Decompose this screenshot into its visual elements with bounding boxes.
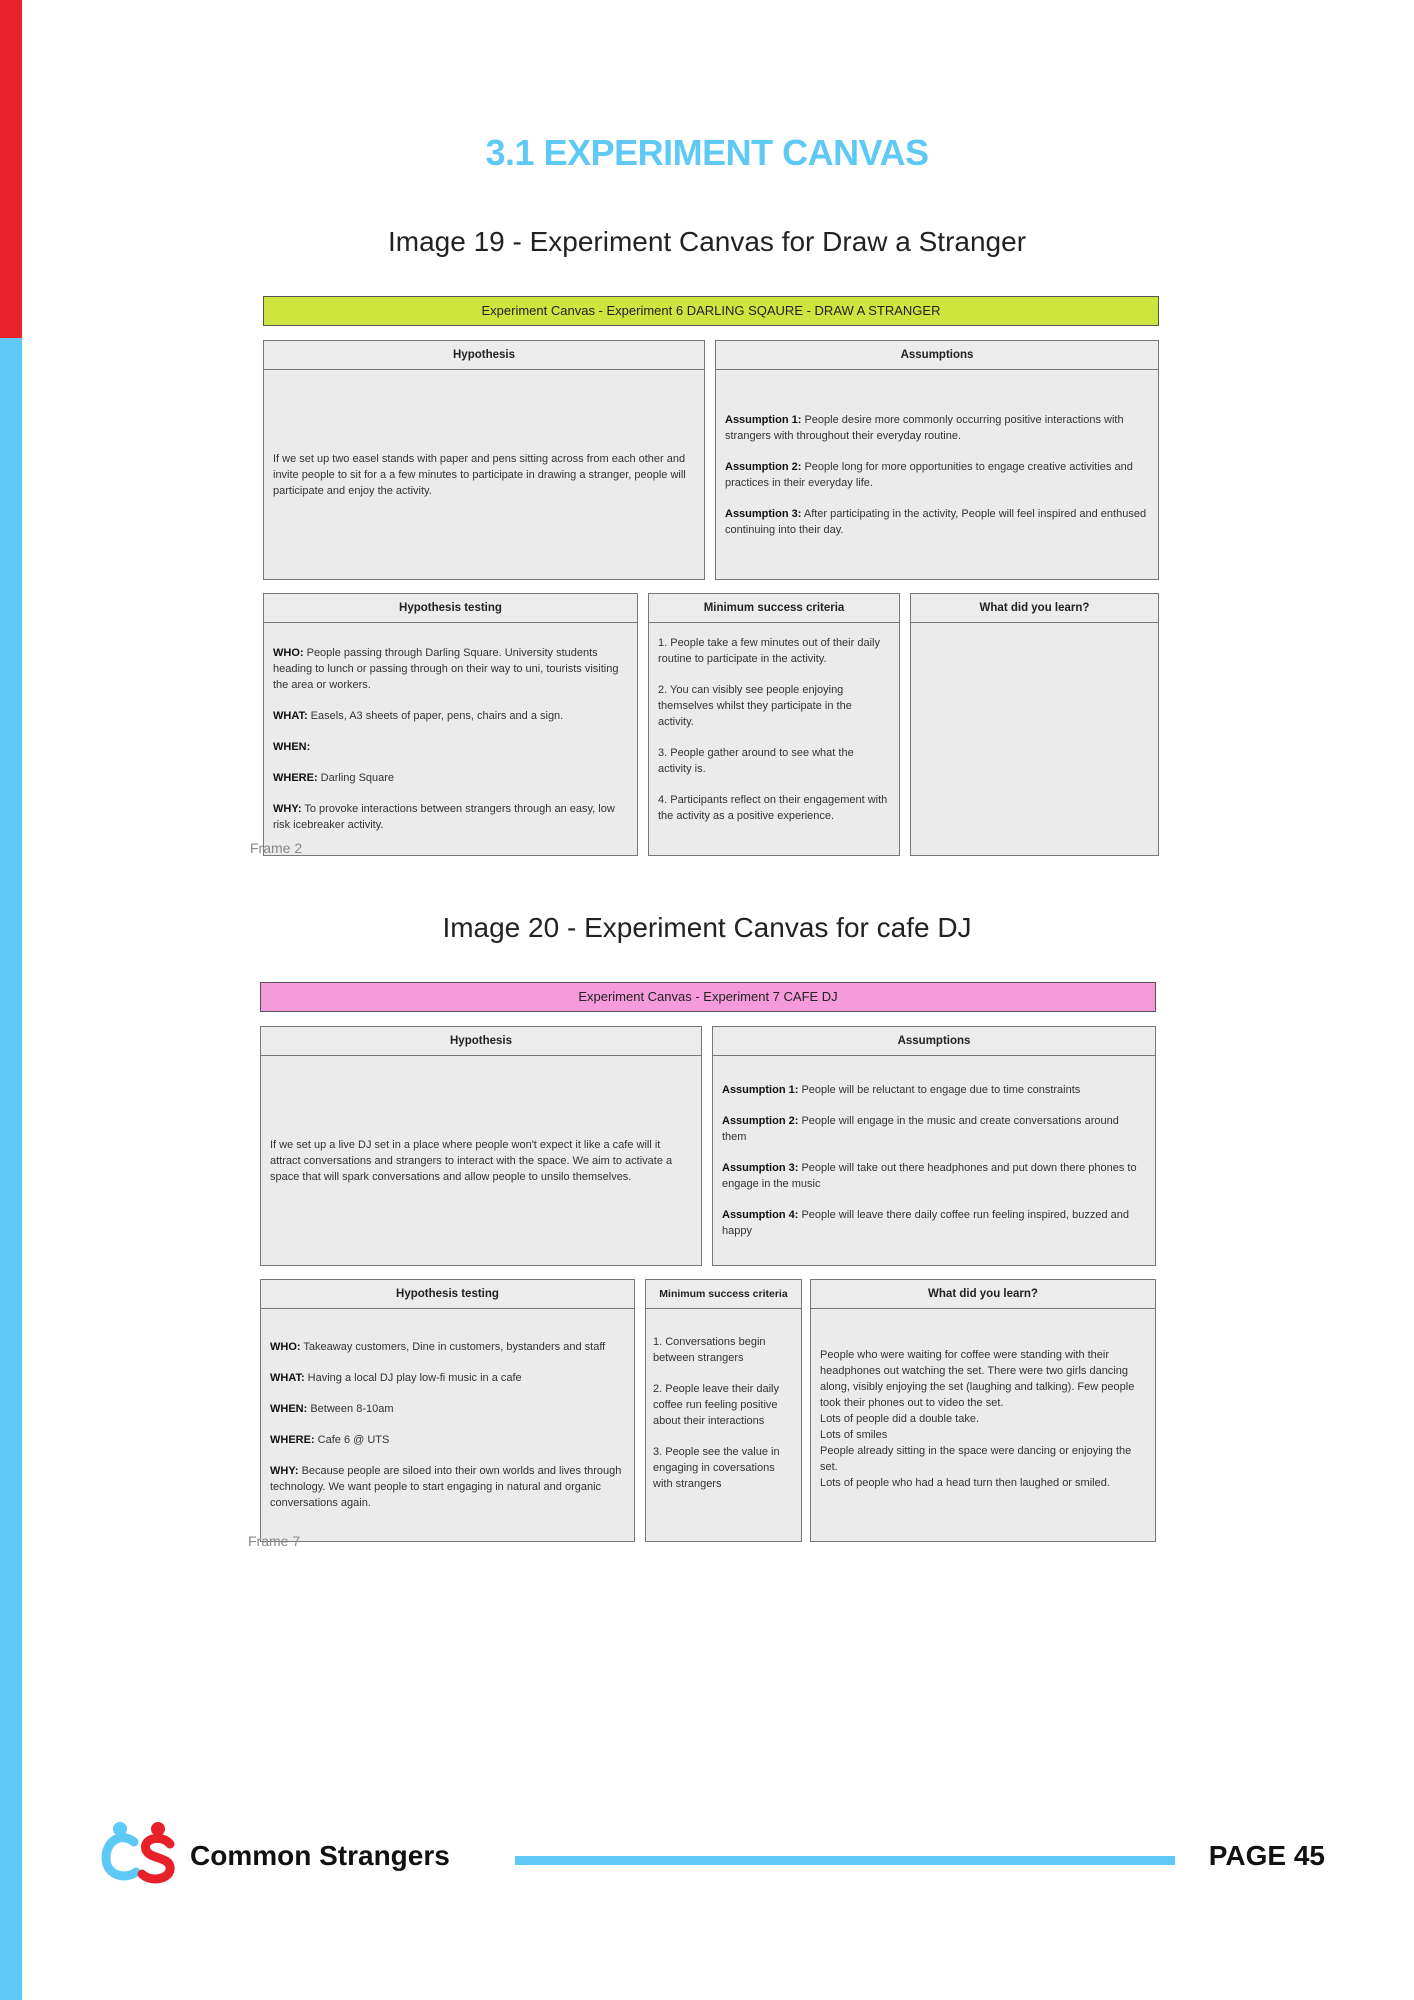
canvas-2-why: WHY: Because people are siloed into their own worlds and lives through technology. We want people to start engaging in natural and organic conversations again. [270,1465,622,1509]
image-20-caption: Image 20 - Experiment Canvas for cafe DJ [442,912,972,943]
canvas-2-hypothesis-box [260,1026,702,1266]
canvas-1-what: WHAT: Easels, A3 sheets of paper, pens, chairs and a sign. [273,710,564,722]
canvas-2-criteria-box [645,1279,802,1542]
canvas-1-learn-heading: What did you learn? [911,594,1158,623]
canvas-2-title: Experiment Canvas - Experiment 7 CAFE DJ [260,982,1156,1012]
canvas-2-learn-box [810,1279,1156,1542]
canvas-2-when: WHEN: Between 8-10am [270,1403,394,1415]
canvas-2-criterion-1: 1. Conversations begin between strangers [653,1336,766,1364]
canvas-2-who: WHO: Takeaway customers, Dine in customers, bystanders and staff [270,1341,606,1353]
canvas-1-testing-box [263,593,638,856]
canvas-2-assumptions-box [712,1026,1156,1266]
canvas-1-criteria-heading: Minimum success criteria [649,594,899,623]
canvas-1-criteria-box [648,593,900,856]
canvas-2-where: WHERE: Cafe 6 @ UTS [270,1434,390,1446]
canvas-2-assumption-2: Assumption 2: People will engage in the music and create conversations around them [722,1115,1119,1143]
canvas-1-assumptions-box [715,340,1159,580]
common-strangers-logo [100,1820,180,1886]
canvas-1-criterion-3: 3. People gather around to see what the activity is. [658,747,854,775]
canvas-2-assumption-1: Assumption 1: People will be reluctant to engage due to time constraints [722,1084,1081,1096]
canvas-1-hypothesis-box [263,340,705,580]
canvas-2-criterion-3: 3. People see the value in engaging in coversations with strangers [653,1446,780,1490]
canvas-1-title: Experiment Canvas - Experiment 6 DARLING SQAURE - DRAW A STRANGER [263,296,1159,326]
page-heading: 3.1 EXPERIMENT CANVAS [485,132,929,173]
image-19-caption: Image 19 - Experiment Canvas for Draw a Stranger [387,226,1027,257]
canvas-2-learn-text: People who were waiting for coffee were standing with their headphones out watching the set. There were two girls dancing along, visibly enjoying the set (laughing and talking). Few people took their phones out to video the set. Lots of people did a double take. Lots of smiles People already sitting in the space were dancing or enjoying the set. Lots of people who had a head turn then laughed or smiled. [820,1349,1135,1489]
canvas-2-hypothesis-heading: Hypothesis [261,1027,701,1056]
canvas-2-frame-label: Frame 7 [248,1533,301,1549]
footer-brand-name: Common Strangers [190,1840,450,1871]
canvas-1-assumptions-heading: Assumptions [716,341,1158,370]
canvas-1-who: WHO: People passing through Darling Square. University students heading to lunch or passing through on their way to uni, tourists visiting the area or workers. [273,647,619,691]
page-number: PAGE 45 [1208,1840,1325,1871]
canvas-2-hypothesis-text: If we set up a live DJ set in a place where people won't expect it like a cafe will it attract conversations and strangers to interact with the space. We aim to activate a space that will spark conversations and allow people to unsilo themselves. [270,1138,673,1183]
canvas-1-learn-box [910,593,1159,856]
canvas-1-criterion-1: 1. People take a few minutes out of their daily routine to participate in the activity. [658,637,880,665]
canvas-1-testing-heading: Hypothesis testing [264,594,637,623]
canvas-2-testing-heading: Hypothesis testing [261,1280,634,1309]
canvas-2-assumption-4: Assumption 4: People will leave there daily coffee run feeling inspired, buzzed and happy [722,1209,1130,1237]
canvas-2-assumption-3: Assumption 3: People will take out there headphones and put down there phones to engage in the music [722,1162,1137,1190]
canvas-2-criteria-heading: Minimum success criteria [646,1280,801,1309]
canvas-1-where: WHERE: Darling Square [273,772,395,784]
canvas-1-criterion-2: 2. You can visibly see people enjoying themselves whilst they participate in the activity. [658,684,852,728]
canvas-1-hypothesis-text: If we set up two easel stands with paper and pens sitting across from each other and invite people to sit for a a few minutes to participate in drawing a stranger, people will participate and enjoy the activity. [273,452,686,497]
canvas-1-frame-label: Frame 2 [250,840,303,856]
canvas-1-assumption-1: Assumption 1: People desire more commonly occurring positive interactions with strangers with throughout their everyday routine. [725,413,1124,442]
canvas-2-assumptions-heading: Assumptions [713,1027,1155,1056]
canvas-2-criterion-2: 2. People leave their daily coffee run feeling positive about their interactions [653,1383,779,1427]
footer-divider [515,1856,1175,1865]
canvas-1-criterion-4: 4. Participants reflect on their engagement with the activity as a positive experience. [658,794,888,822]
canvas-1-why: WHY: To provoke interactions between strangers through an easy, low risk icebreaker activity. [273,803,615,831]
canvas-2-what: WHAT: Having a local DJ play low-fi music in a cafe [270,1372,522,1384]
canvas-2-learn-heading: What did you learn? [811,1280,1155,1309]
canvas-1-hypothesis-heading: Hypothesis [264,341,704,370]
canvas-1-assumption-2: Assumption 2: People long for more opportunities to engage creative activities and practices in their everyday life. [725,460,1133,489]
canvas-1-when: WHEN: [273,741,311,753]
canvas-1-assumption-3: Assumption 3: After participating in the activity, People will feel inspired and enthused continuing into their day. [725,507,1147,536]
side-bar-blue [0,338,22,2000]
canvas-2-testing-box [260,1279,635,1542]
